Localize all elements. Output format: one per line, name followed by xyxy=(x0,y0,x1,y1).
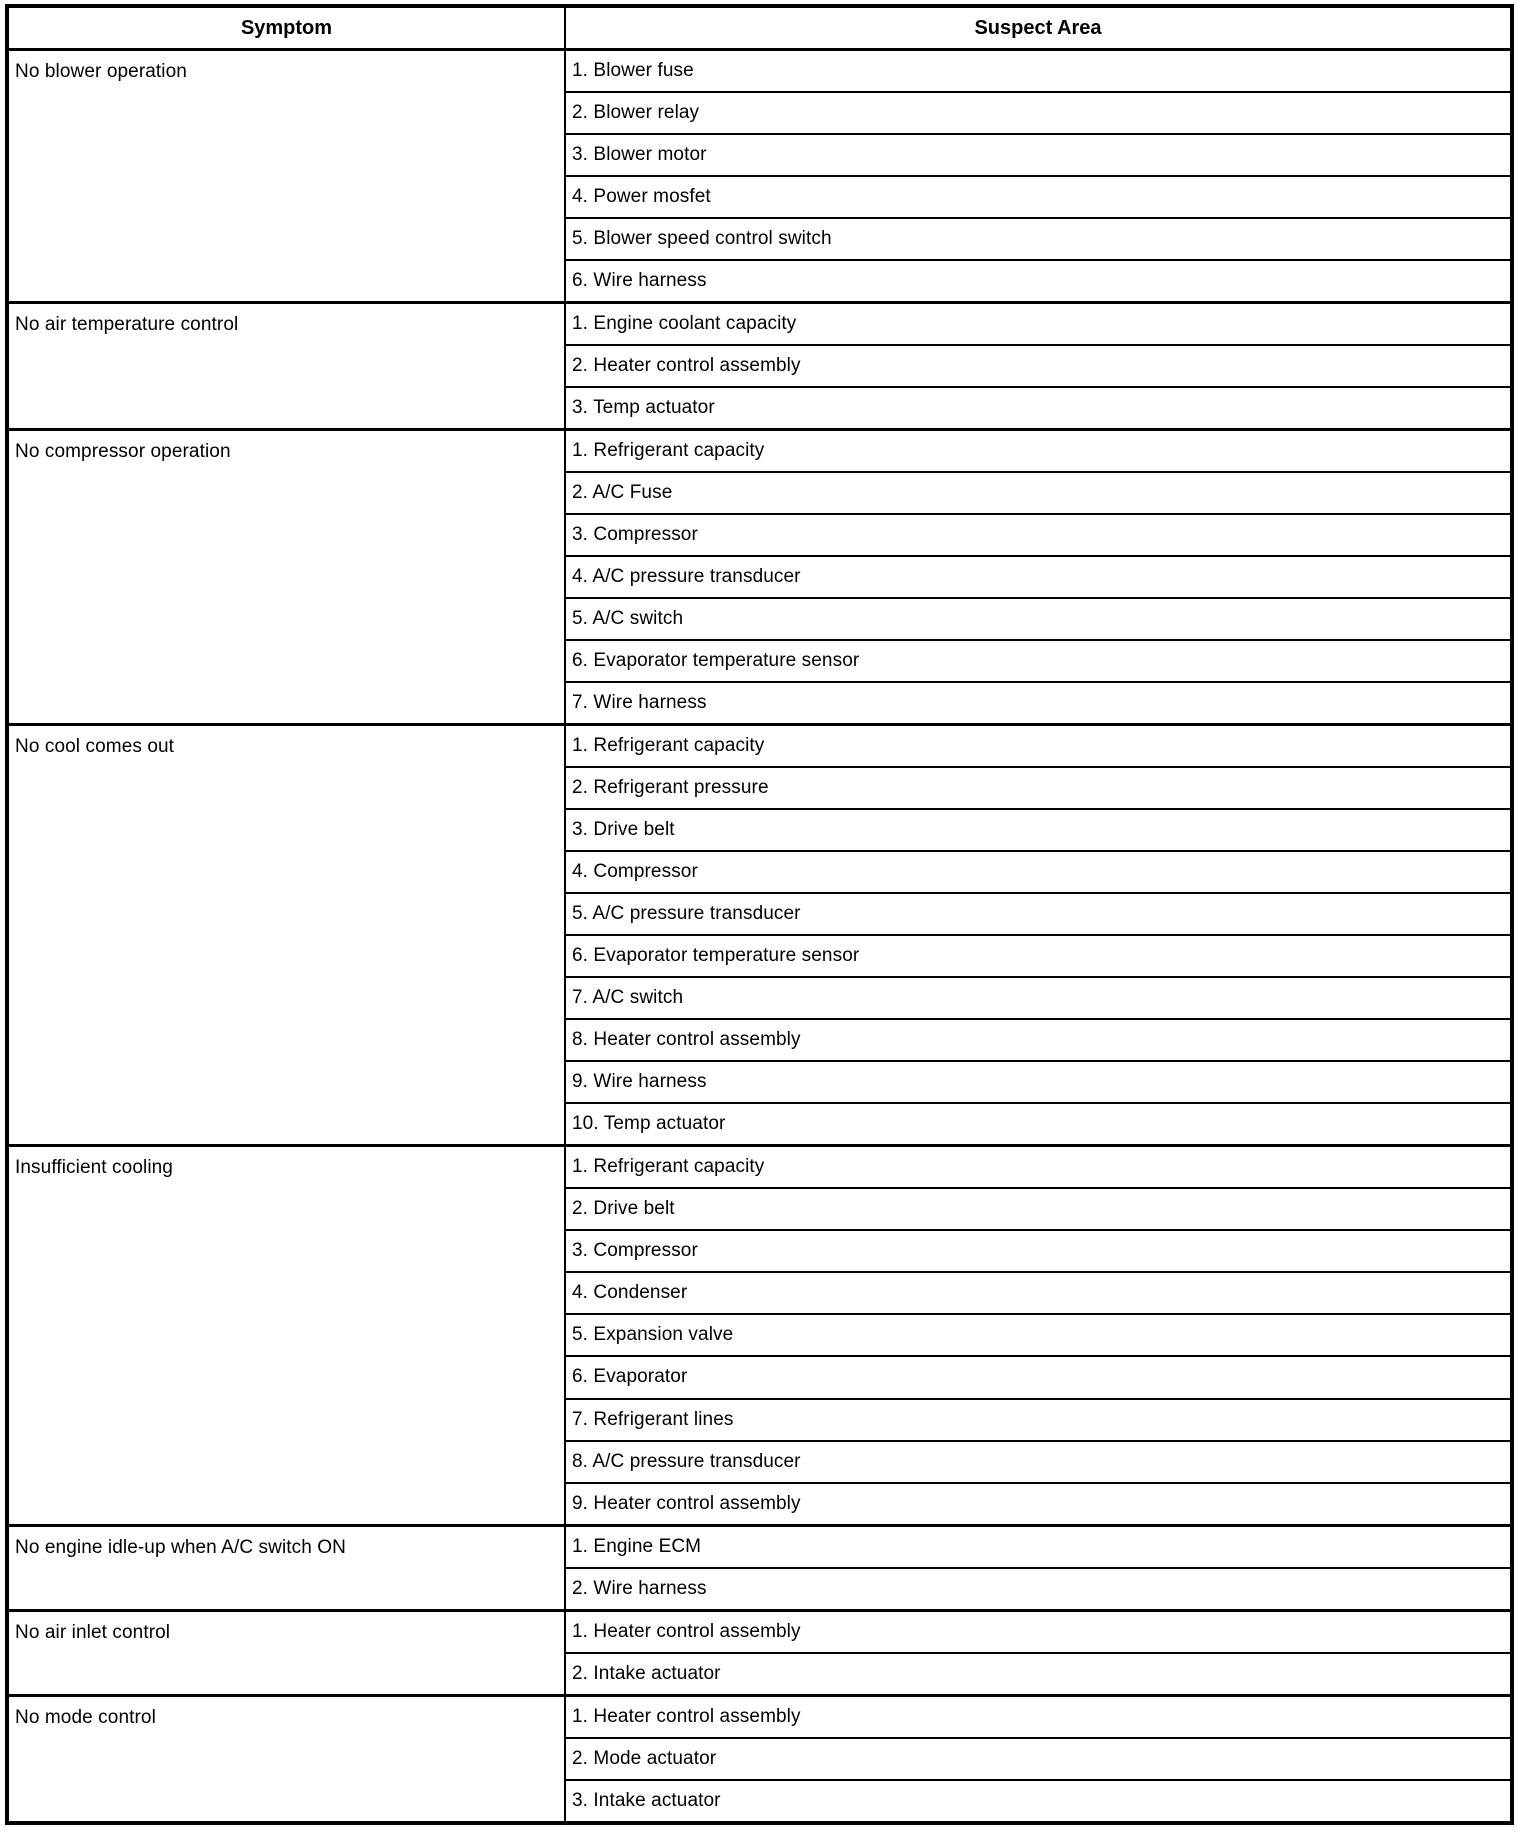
table-row xyxy=(7,1525,1512,1568)
symptom-cell: No engine idle-up when A/C switch ON xyxy=(7,1525,565,1610)
suspect-cell: 3. Intake actuator xyxy=(565,1780,1512,1823)
suspect-cell: 8. A/C pressure transducer xyxy=(565,1441,1512,1483)
suspect-cell: 2. Blower relay xyxy=(565,92,1512,134)
suspect-cell: 10. Temp actuator xyxy=(565,1103,1512,1146)
suspect-cell: 3. Blower motor xyxy=(565,134,1512,176)
table-row xyxy=(7,50,1512,93)
table-row xyxy=(7,430,1512,473)
suspect-cell: 2. Wire harness xyxy=(565,1568,1512,1611)
suspect-cell: 5. Blower speed control switch xyxy=(565,218,1512,260)
suspect-cell: 6. Evaporator temperature sensor xyxy=(565,640,1512,682)
suspect-cell: 3. Temp actuator xyxy=(565,387,1512,430)
table-row xyxy=(7,1146,1512,1189)
suspect-cell: 7. A/C switch xyxy=(565,977,1512,1019)
suspect-cell: 7. Refrigerant lines xyxy=(565,1399,1512,1441)
table-row xyxy=(7,303,1512,346)
symptom-cell: No cool comes out xyxy=(7,725,565,1146)
suspect-cell: 1. Refrigerant capacity xyxy=(565,1146,1512,1189)
suspect-cell: 2. Heater control assembly xyxy=(565,345,1512,387)
suspect-cell: 6. Wire harness xyxy=(565,260,1512,303)
symptom-cell: No air temperature control xyxy=(7,303,565,430)
suspect-cell: 8. Heater control assembly xyxy=(565,1019,1512,1061)
suspect-cell: 3. Compressor xyxy=(565,1230,1512,1272)
suspect-cell: 6. Evaporator xyxy=(565,1356,1512,1398)
symptom-cell: Insufficient cooling xyxy=(7,1146,565,1525)
suspect-cell: 2. Intake actuator xyxy=(565,1653,1512,1696)
suspect-cell: 5. Expansion valve xyxy=(565,1314,1512,1356)
suspect-cell: 9. Heater control assembly xyxy=(565,1483,1512,1526)
symptom-column-header: Symptom xyxy=(7,6,565,50)
suspect-cell: 2. Refrigerant pressure xyxy=(565,767,1512,809)
table-row xyxy=(7,1610,1512,1653)
suspect-cell: 4. Condenser xyxy=(565,1272,1512,1314)
suspect-cell: 4. A/C pressure transducer xyxy=(565,556,1512,598)
suspect-cell: 1. Engine ECM xyxy=(565,1525,1512,1568)
symptom-cell: No compressor operation xyxy=(7,430,565,725)
symptom-suspect-table xyxy=(5,4,1514,1825)
suspect-cell: 5. A/C switch xyxy=(565,598,1512,640)
symptom-cell: No air inlet control xyxy=(7,1610,565,1695)
table-row xyxy=(7,1695,1512,1738)
symptom-cell: No mode control xyxy=(7,1695,565,1823)
suspect-cell: 1. Heater control assembly xyxy=(565,1610,1512,1653)
suspect-cell: 1. Engine coolant capacity xyxy=(565,303,1512,346)
suspect-cell: 1. Heater control assembly xyxy=(565,1695,1512,1738)
suspect-cell: 6. Evaporator temperature sensor xyxy=(565,935,1512,977)
table-row xyxy=(7,725,1512,768)
suspect-cell: 1. Blower fuse xyxy=(565,50,1512,93)
suspect-cell: 2. Mode actuator xyxy=(565,1738,1512,1780)
suspect-cell: 1. Refrigerant capacity xyxy=(565,430,1512,473)
suspect-cell: 7. Wire harness xyxy=(565,682,1512,725)
suspect-cell: 2. A/C Fuse xyxy=(565,472,1512,514)
suspect-cell: 9. Wire harness xyxy=(565,1061,1512,1103)
suspect-cell: 5. A/C pressure transducer xyxy=(565,893,1512,935)
suspect-cell: 3. Drive belt xyxy=(565,809,1512,851)
symptom-cell: No blower operation xyxy=(7,50,565,303)
suspect-cell: 4. Compressor xyxy=(565,851,1512,893)
suspect-cell: 4. Power mosfet xyxy=(565,176,1512,218)
table-header-row xyxy=(7,6,1512,50)
suspect-cell: 3. Compressor xyxy=(565,514,1512,556)
suspect-cell: 1. Refrigerant capacity xyxy=(565,725,1512,768)
suspect-cell: 2. Drive belt xyxy=(565,1188,1512,1230)
suspect-area-column-header: Suspect Area xyxy=(565,6,1512,50)
